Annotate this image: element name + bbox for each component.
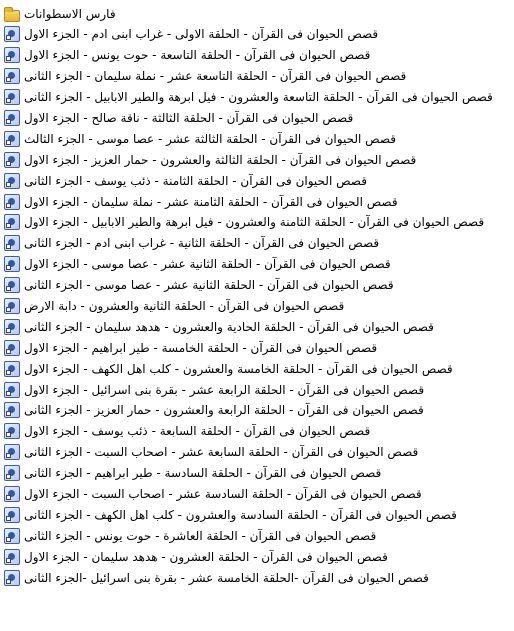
shortcut-file-icon — [4, 110, 20, 126]
list-item[interactable] — [4, 170, 514, 191]
list-item-label: قصص الحيوان فى القرآن - الحلقة الاولى - غراب ابنى ادم - الجزء الاول — [24, 27, 379, 42]
list-item-label: قصص الحيوان فى القرآن - الحلقة السادسة عشر - اصحاب السبت - الجزء الاول — [24, 487, 422, 502]
shortcut-file-icon — [4, 256, 20, 272]
shortcut-file-icon — [4, 89, 20, 105]
list-item[interactable] — [4, 45, 514, 66]
list-item-label: قصص الحيوان فى القرآن - الحلقة الثامنة - ذئب يوسف - الجزء الثانى — [24, 173, 367, 188]
list-item-label: قصص الحيوان فى القرآن - الحلقة الثامنة عشر - نملة سليمان - الجزء الاول — [24, 194, 398, 209]
shortcut-file-icon — [4, 173, 20, 189]
shortcut-file-icon — [4, 214, 20, 230]
list-item-label: قصص الحيوان فى القرآن - الحلقة الثانية عشر - عصا موسى - الجزء الثانى — [24, 278, 394, 293]
folder-icon — [4, 10, 20, 22]
list-item-label: قصص الحيوان فى القرآن - الحلقة العشرون - هدهد سليمان - الجزء الاول — [24, 549, 388, 564]
list-item-label: قصص الحيوان فى القرآن - الحلقة السابعة - ذئب يوسف - الجزء الاول — [24, 424, 371, 439]
list-item-label: قصص الحيوان فى القرآن - الحلقة الثالثة عشر - عصا موسى - الجزء الثالث — [24, 131, 396, 146]
list-item-label: قصص الحيوان فى القرآن - الحلقة الثامنة والعشرون - فيل ابرهة والطير الابابيل - الجزء الاول — [24, 215, 485, 230]
list-item-label: قصص الحيوان فى القرآن - الحلقة السادسة والعشرون - كلب اهل الكهف - الجزء الثانى — [24, 507, 457, 522]
list-item[interactable] — [4, 463, 514, 484]
list-item-label: قصص الحيوان فى القرآن - الحلقة الرابعة والعشرون - حمار العزيز - الجزء الثانى — [24, 403, 424, 418]
shortcut-file-icon — [4, 68, 20, 84]
list-item[interactable] — [4, 149, 514, 170]
folder-label: فارس الاسطوانات — [24, 7, 116, 21]
list-item[interactable] — [4, 66, 514, 87]
list-item[interactable] — [4, 484, 514, 505]
list-item-label: قصص الحيوان فى القرآن - الحلقة التاسعة - حوت يونس - الجزء الاول — [24, 48, 371, 63]
list-item-label: قصص الحيوان فى القرآن - الحلقة الثانية والعشرون - دابة الارض — [24, 299, 345, 314]
list-item[interactable] — [4, 567, 514, 588]
list-item-label: قصص الحيوان فى القرآن - الحلقة التاسعة عشر - نملة سليمان - الجزء الثانى — [24, 69, 407, 84]
shortcut-file-icon — [4, 465, 20, 481]
list-item[interactable] — [4, 191, 514, 212]
shortcut-file-icon — [4, 298, 20, 314]
list-item-label: قصص الحيوان فى القرآن - الحلقة الثالثة - ناقة صالح - الجزء الاول — [24, 111, 354, 125]
shortcut-file-icon — [4, 277, 20, 293]
list-item[interactable] — [4, 504, 514, 525]
shortcut-file-icon — [4, 423, 20, 439]
list-item-label: قصص الحيوان فى القرآن - الحلقة العاشرة - حوت يونس - الجزء الثانى — [24, 528, 377, 543]
list-item-label: قصص الحيوان فى القرآن - الحلقة الحادية والعشرون - هدهد سليمان - الجزء الثانى — [24, 319, 434, 334]
list-item[interactable] — [4, 421, 514, 442]
list-item[interactable] — [4, 296, 514, 317]
shortcut-file-icon — [4, 131, 20, 147]
list-item[interactable] — [4, 254, 514, 275]
shortcut-file-icon — [4, 549, 20, 565]
list-item-label: قصص الحيوان فى القرآن -الحلقة الخامسة عشر - بقرة بنى اسرائيل -الجزء الثانى — [24, 570, 429, 585]
shortcut-file-icon — [4, 152, 20, 168]
list-item[interactable] — [4, 233, 514, 254]
list-item-label: قصص الحيوان فى القرآن - الحلقة الثالثة والعشرون - حمار العزيز - الجزء الاول — [24, 152, 417, 167]
shortcut-file-icon — [4, 361, 20, 377]
list-item[interactable] — [4, 442, 514, 463]
shortcut-file-icon — [4, 47, 20, 63]
shortcut-file-icon — [4, 402, 20, 418]
file-items — [4, 24, 514, 588]
shortcut-file-icon — [4, 570, 20, 586]
list-item[interactable] — [4, 400, 514, 421]
shortcut-file-icon — [4, 444, 20, 460]
list-item[interactable] — [4, 546, 514, 567]
list-item[interactable] — [4, 316, 514, 337]
list-item-label: قصص الحيوان فى القرآن - الحلقة السادسة - طير ابراهيم - الجزء الثانى — [24, 466, 382, 481]
shortcut-file-icon — [4, 319, 20, 335]
list-item[interactable] — [4, 24, 514, 45]
shortcut-file-icon — [4, 486, 20, 502]
shortcut-file-icon — [4, 507, 20, 523]
list-item[interactable] — [4, 379, 514, 400]
list-item-label: قصص الحيوان فى القرآن - الحلقة السابعة عشر - اصحاب السبت - الجزء الثانى — [24, 445, 419, 460]
list-item[interactable] — [4, 525, 514, 546]
list-item[interactable] — [4, 358, 514, 379]
list-item-label: قصص الحيوان فى القرآن - الحلقة الثانية عشر - عصا موسى - الجزء الاول — [24, 257, 391, 272]
shortcut-file-icon — [4, 194, 20, 210]
shortcut-file-icon — [4, 382, 20, 398]
list-item-label: قصص الحيوان فى القرآن - الحلقة الثانية - غراب ابنى ادم - الجزء الثانى — [24, 236, 380, 251]
shortcut-file-icon — [4, 528, 20, 544]
list-item-label: قصص الحيوان فى القرآن - الحلقة الخامسة - طير ابراهيم - الجزء الاول — [24, 340, 378, 355]
list-item[interactable] — [4, 128, 514, 149]
list-item-label: قصص الحيوان فى القرآن - الحلقة الرابعة عشر - بقرة بنى اسرائيل - الجزء الاول — [24, 382, 425, 397]
shortcut-file-icon — [4, 26, 20, 42]
list-item[interactable] — [4, 337, 514, 358]
list-item[interactable] — [4, 212, 514, 233]
folder-item[interactable] — [4, 4, 514, 24]
shortcut-file-icon — [4, 340, 20, 356]
list-item-label: قصص الحيوان فى القرآن - الحلقة التاسعة والعشرون - فيل ابرهة والطير الابابيل - الجزء الثانى — [24, 90, 493, 105]
shortcut-file-icon — [4, 235, 20, 251]
list-item-label: قصص الحيوان فى القرآن - الحلقة الخامسة والعشرون - كلب اهل الكهف - الجزء الاول — [24, 361, 453, 376]
list-item[interactable] — [4, 275, 514, 296]
list-item[interactable] — [4, 87, 514, 108]
list-item[interactable] — [4, 108, 514, 129]
